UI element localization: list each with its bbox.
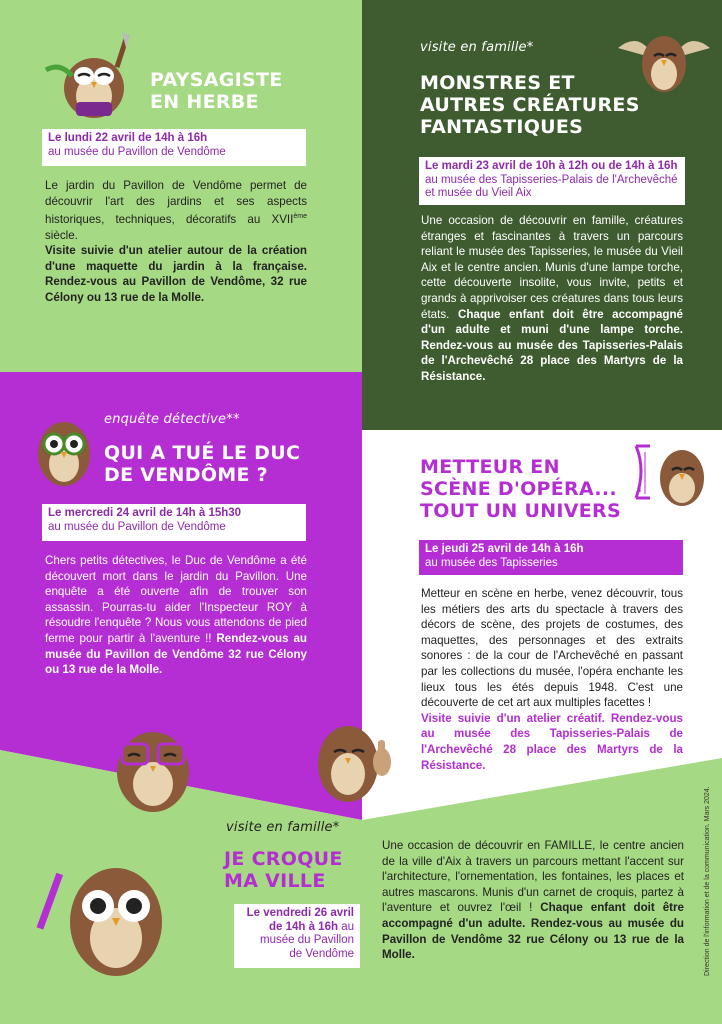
opera-date: Le jeudi 25 avril de 14h à 16h au musée des Tapisseries <box>419 540 683 575</box>
croque-text: Une occasion de découvrir en FAMILLE, le centre ancien de la ville d'Aix à travers un parcours mettant l'accent sur l'architecture, l'ornementation, les fontaines, les places et autres mascarons. Munis d'un carnet de croquis, partez à l'aventure et ouvrez l'œil ! Chaque enfant doit être accompagné d'un adulte. Rendez-vous au musée du Pavillon de Vendôme 32 rue Célony ou 13 rue de la Molle. <box>382 839 684 962</box>
croque-script-label: visite en famille* <box>226 820 340 835</box>
owl-gardener-icon <box>34 30 144 122</box>
monstres-date: Le mardi 23 avril de 10h à 12h ou de 14h à 16h au musée des Tapisseries-Palais de l'Archevêché et musée du Vieil Aix <box>419 157 685 205</box>
owl-harp-icon <box>628 440 718 510</box>
paysagiste-text: Le jardin du Pavillon de Vendôme permet de découvrir l'art des jardins et ses aspects historiques, techniques, décoratifs au XVIIème siècle. Visite suivie d'un atelier autour de la création d'une maquette du jardin à la française. Rendez-vous au Pavillon de Vendôme, 32 rue Célony ou 13 rue de la Molle. <box>45 179 307 305</box>
monstres-text: Une occasion de découvrir en famille, créatures étranges et fascinantes à travers un parcours reliant le musée des Tapisseries, le musée du Vieil Aix et le centre ancien. Munis d'une lampe torche, cette découverte insolite, vous invite, petits et grands à apprivoiser ces créatures dans tous leurs états. Chaque enfant doit être accompagné d'un adulte et muni d'une lampe torche. Rendez-vous au musée des Tapisseries-Palais de l'Archevêché 28 place des Martyrs de la Résistance. <box>421 214 683 383</box>
owl-detective-icon <box>32 410 96 490</box>
monstres-script-label: visite en famille* <box>420 40 534 55</box>
duc-date: Le mercredi 24 avril de 14h à 15h30 au musée du Pavillon de Vendôme <box>42 504 306 541</box>
paysagiste-title: PAYSAGISTE EN HERBE <box>150 69 283 113</box>
opera-title: METTEUR EN SCÈNE D'OPÉRA... TOUT UN UNIVERS <box>420 456 621 522</box>
duc-text: Chers petits détectives, le Duc de Vendôme a été découvert mort dans le jardin du Pavillon. Une enquête a été ouverte afin de trouver son assassin. Pourras-tu aider l'Inspecteur ROY à résoudre l'enquête ? Nous vous attendons de pied ferme pour partir à l'aventure !! Rendez-vous au musée du Pavillon de Vendôme 32 rue Célony ou 13 rue de la Molle. <box>45 554 307 677</box>
owl-pencil-icon <box>36 852 178 984</box>
duc-script-label: enquête détective** <box>104 412 240 427</box>
croque-date: Le vendredi 26 avril de 14h à 16h au musée du Pavillon de Vendôme <box>234 904 360 968</box>
duc-title: QUI A TUÉ LE DUC DE VENDÔME ? <box>104 442 301 486</box>
owl-thumbsup-icon <box>306 712 396 808</box>
credit-line: Direction de l'information et de la communication. Mars 2024. <box>704 786 711 976</box>
opera-text: Metteur en scène en herbe, venez découvrir, tous les métiers des arts du spectacle à travers des décors de scène, des projets de costumes, des maquettes, des personnages et des extraits sonores : de la cour de l'Archevêché en passant par les collections du musée, l'opéra enchante les lieux tous les étés depuis 1948. C'est une découverte de cet art aux multiples facettes ! Visite suivie d'un atelier créatif. Rendez-vous au musée des Tapisseries-Palais de l'Archevêché 28 place des Martyrs de la Résistance. <box>421 587 683 772</box>
owl-glasses-icon <box>98 716 208 816</box>
paysagiste-date: Le lundi 22 avril de 14h à 16h au musée du Pavillon de Vendôme <box>42 129 306 166</box>
monstres-title: MONSTRES ET AUTRES CRÉATURES FANTASTIQUES <box>420 72 640 138</box>
croque-title: JE CROQUE MA VILLE <box>224 848 343 892</box>
